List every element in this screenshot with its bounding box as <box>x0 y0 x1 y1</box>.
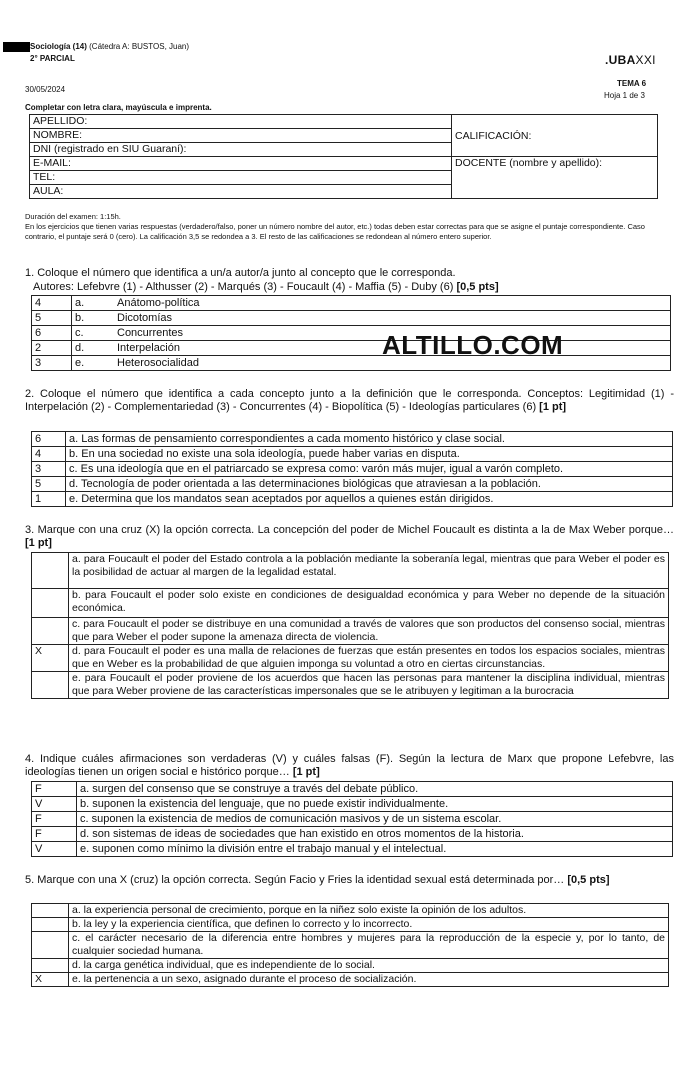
q2-definition: d. Tecnología de poder orientada a las determinaciones biológicas que atraviesan a la población. <box>66 477 673 492</box>
field-docente[interactable]: DOCENTE (nombre y apellido): <box>452 157 658 199</box>
q2-row <box>32 492 673 507</box>
q2-row <box>32 462 673 477</box>
q2-row <box>32 432 673 447</box>
q1-letter: e. <box>72 356 115 371</box>
uba-xxi-logo: .UBAXXI <box>605 53 656 67</box>
q2-definition: b. En una sociedad no existe una sola ideología, puede haber varias en disputa. <box>66 447 673 462</box>
q3-row <box>32 589 669 618</box>
q1-letter: b. <box>72 311 115 326</box>
q5-mark-cell[interactable] <box>32 904 69 918</box>
q5-prompt: 5. Marque con una X (cruz) la opción correcta. Según Facio y Fries la identidad sexual está determinada por… [0,5 pts] <box>25 874 610 886</box>
q3-row <box>32 645 669 672</box>
q4-answer-cell[interactable]: F <box>32 827 77 842</box>
q4-row <box>32 812 673 827</box>
page-count: Hoja 1 de 3 <box>604 91 645 100</box>
q1-table <box>31 295 671 371</box>
q1-authors: Autores: Lefebvre (1) - Althusser (2) - Marqués (3) - Foucault (4) - Maffia (5) - Duby (6) [0,5 pts] <box>33 281 499 293</box>
q3-option: b. para Foucault el poder solo existe en condiciones de desigualdad económica y para Weber no depende de la situación económica. <box>69 589 669 618</box>
q3-mark-cell[interactable]: X <box>32 645 69 672</box>
field-apellido[interactable]: APELLIDO: <box>30 115 452 129</box>
q1-letter: d. <box>72 341 115 356</box>
q4-statement: d. son sistemas de ideas de sociedades que han existido en otros momentos de la historia. <box>77 827 673 842</box>
course-name: Sociología (14) <box>30 42 87 51</box>
q5-mark-cell[interactable] <box>32 932 69 959</box>
q2-row <box>32 477 673 492</box>
q5-row <box>32 959 669 973</box>
q3-option: c. para Foucault el poder se distribuye en una comunidad a través de valores que son productos del consenso social, mientras que para Weber el poder supone la amenaza directa de violencia. <box>69 618 669 645</box>
q4-points: [1 pt] <box>292 766 320 778</box>
q4-statement: b. suponen la existencia del lenguaje, que no puede existir individualmente. <box>77 797 673 812</box>
q1-concept: Dicotomías <box>114 311 671 326</box>
q4-statement: c. suponen la existencia de medios de comunicación masivos y de un sistema escolar. <box>77 812 673 827</box>
q5-option: e. la pertenencia a un sexo, asignado durante el proceso de socialización. <box>69 973 669 987</box>
field-aula[interactable]: AULA: <box>30 185 452 199</box>
q1-answer-cell[interactable]: 4 <box>32 296 72 311</box>
q2-answer-cell[interactable]: 6 <box>32 432 66 447</box>
field-tel[interactable]: TEL: <box>30 171 452 185</box>
q3-option: a. para Foucault el poder del Estado controla a la población mediante la soberanía legal, mientras que para Weber el poder es la posibilidad de actuar al margen de la legalidad estatal. <box>69 553 669 589</box>
field-calificacion[interactable]: CALIFICACIÓN: <box>452 115 658 157</box>
q1-row <box>32 326 671 341</box>
q1-row <box>32 341 671 356</box>
q5-mark-cell[interactable] <box>32 918 69 932</box>
q3-row <box>32 553 669 589</box>
q2-answer-cell[interactable]: 4 <box>32 447 66 462</box>
q4-answer-cell[interactable]: F <box>32 812 77 827</box>
q5-table <box>31 903 669 987</box>
q3-row <box>32 618 669 645</box>
q1-row <box>32 311 671 326</box>
q2-answer-cell[interactable]: 3 <box>32 462 66 477</box>
q1-prompt: 1. Coloque el número que identifica a un/a autor/a junto al concepto que le corresponda. <box>25 267 456 279</box>
q5-row <box>32 904 669 918</box>
q4-statement: e. suponen como mínimo la división entre el trabajo manual y el intelectual. <box>77 842 673 857</box>
q2-definition: e. Determina que los mandatos sean aceptados por aquellos a quienes están dirigidos. <box>66 492 673 507</box>
q2-answer-cell[interactable]: 1 <box>32 492 66 507</box>
q3-option: d. para Foucault el poder es una malla de relaciones de fuerzas que están presentes en todos los espacios sociales, mientras que en Weber es la probabilidad de que alguien imponga su voluntad a otro en ciertas circunstancias. <box>69 645 669 672</box>
course-chair: (Cátedra A: BUSTOS, Juan) <box>86 42 190 51</box>
q3-mark-cell[interactable] <box>32 618 69 645</box>
tema-label: TEMA 6 <box>617 79 647 88</box>
q3-row <box>32 672 669 699</box>
q5-mark-cell[interactable]: X <box>32 973 69 987</box>
q5-points: [0,5 pts] <box>567 874 610 886</box>
q2-definition: a. Las formas de pensamiento correspondientes a cada momento histórico y clase social. <box>66 432 673 447</box>
q2-points: [1 pt] <box>539 401 567 413</box>
q4-row <box>32 842 673 857</box>
q5-row <box>32 932 669 959</box>
q2-definition: c. Es una ideología que en el patriarcado se expresa como: varón más mujer, igual a varón completo. <box>66 462 673 477</box>
exam-title: 2° PARCIAL <box>30 54 75 63</box>
q3-table <box>31 552 669 699</box>
q1-letter: a. <box>72 296 115 311</box>
q1-answer-cell[interactable]: 5 <box>32 311 72 326</box>
altillo-watermark: ALTILLO.COM <box>382 330 564 360</box>
q4-answer-cell[interactable]: V <box>32 842 77 857</box>
q2-row <box>32 447 673 462</box>
q4-statement: a. surgen del consenso que se construye a través del debate público. <box>77 782 673 797</box>
q4-row <box>32 827 673 842</box>
q4-answer-cell[interactable]: F <box>32 782 77 797</box>
q3-mark-cell[interactable] <box>32 553 69 589</box>
q4-row <box>32 782 673 797</box>
grading-rules: En los ejercicios que tienen varias respuestas (verdadero/falso, poner un número nombre del autor, etc.) todas deben estar correctas para que se asigne el puntaje correspondiente. Caso contrario, el puntaje será 0 (cero). La calificación 3,5 se redondea a 3. El resto de las calificaciones se redondean al número entero superior. <box>25 222 645 241</box>
q3-points: [1 pt] <box>25 537 52 549</box>
q2-answer-cell[interactable]: 5 <box>32 477 66 492</box>
q3-mark-cell[interactable] <box>32 589 69 618</box>
q5-option: a. la experiencia personal de crecimiento, porque en la niñez solo existe la opinión de los adultos. <box>69 904 669 918</box>
q5-option: c. el carácter necesario de la diferencia entre hombres y mujeres para la reproducción de la especie y, por lo tanto, de cualquier sociedad humana. <box>69 932 669 959</box>
q1-answer-cell[interactable]: 2 <box>32 341 72 356</box>
q1-concept: Interpelación <box>114 341 671 356</box>
q2-prompt: 2. Coloque el número que identifica a cada concepto junto a la definición que le corresponda. Conceptos: Legitimidad (1) - Interpelación (2) - Complementariedad (3) - Concurrentes (4) - Biopolítica (5) - Ideologías particulares (6) [1 pt] <box>25 388 674 413</box>
q3-option: e. para Foucault el poder proviene de los acuerdos que hacen las personas para mantener la disciplina individual, mientras que para Weber proviene de las características impersonales que se le atribuyen y legitiman a la burocracia <box>69 672 669 699</box>
q4-prompt: 4. Indique cuáles afirmaciones son verdaderas (V) y cuáles falsas (F). Según la lectura de Marx que propone Lefebvre, las ideologías tienen un origen social e histórico porque… [1 pt] <box>25 753 674 778</box>
q1-points: [0,5 pts] <box>456 281 499 293</box>
q1-answer-cell[interactable]: 3 <box>32 356 72 371</box>
q4-table <box>31 781 673 857</box>
q5-option: d. la carga genética individual, que es independiente de lo social. <box>69 959 669 973</box>
q2-table <box>31 431 673 507</box>
q4-row <box>32 797 673 812</box>
q3-mark-cell[interactable] <box>32 672 69 699</box>
q1-concept: Heterosocialidad <box>114 356 671 371</box>
field-dni[interactable]: DNI (registrado en SIU Guaraní): <box>30 143 452 157</box>
student-form <box>29 114 658 199</box>
q3-prompt: 3. Marque con una cruz (X) la opción correcta. La concepción del poder de Michel Foucault es distinta a la de Max Weber porque… [1 pt] <box>25 524 674 549</box>
q5-option: b. la ley y la experiencia científica, que definen lo correcto y lo incorrecto. <box>69 918 669 932</box>
q1-row <box>32 296 671 311</box>
q1-row <box>32 356 671 371</box>
redaction-bar <box>3 42 30 52</box>
field-email[interactable]: E-MAIL: <box>30 157 452 171</box>
q1-concept: Anátomo-política <box>114 296 671 311</box>
fill-instruction: Completar con letra clara, mayúscula e imprenta. <box>25 103 212 112</box>
exam-duration: Duración del examen: 1:15h. <box>25 212 121 221</box>
q1-concept: Concurrentes <box>114 326 671 341</box>
q5-mark-cell[interactable] <box>32 959 69 973</box>
q1-letter: c. <box>72 326 115 341</box>
q1-answer-cell[interactable]: 6 <box>32 326 72 341</box>
q4-answer-cell[interactable]: V <box>32 797 77 812</box>
field-nombre[interactable]: NOMBRE: <box>30 129 452 143</box>
course-title <box>30 42 189 51</box>
exam-date: 30/05/2024 <box>25 85 66 94</box>
q5-row <box>32 973 669 987</box>
q5-row <box>32 918 669 932</box>
